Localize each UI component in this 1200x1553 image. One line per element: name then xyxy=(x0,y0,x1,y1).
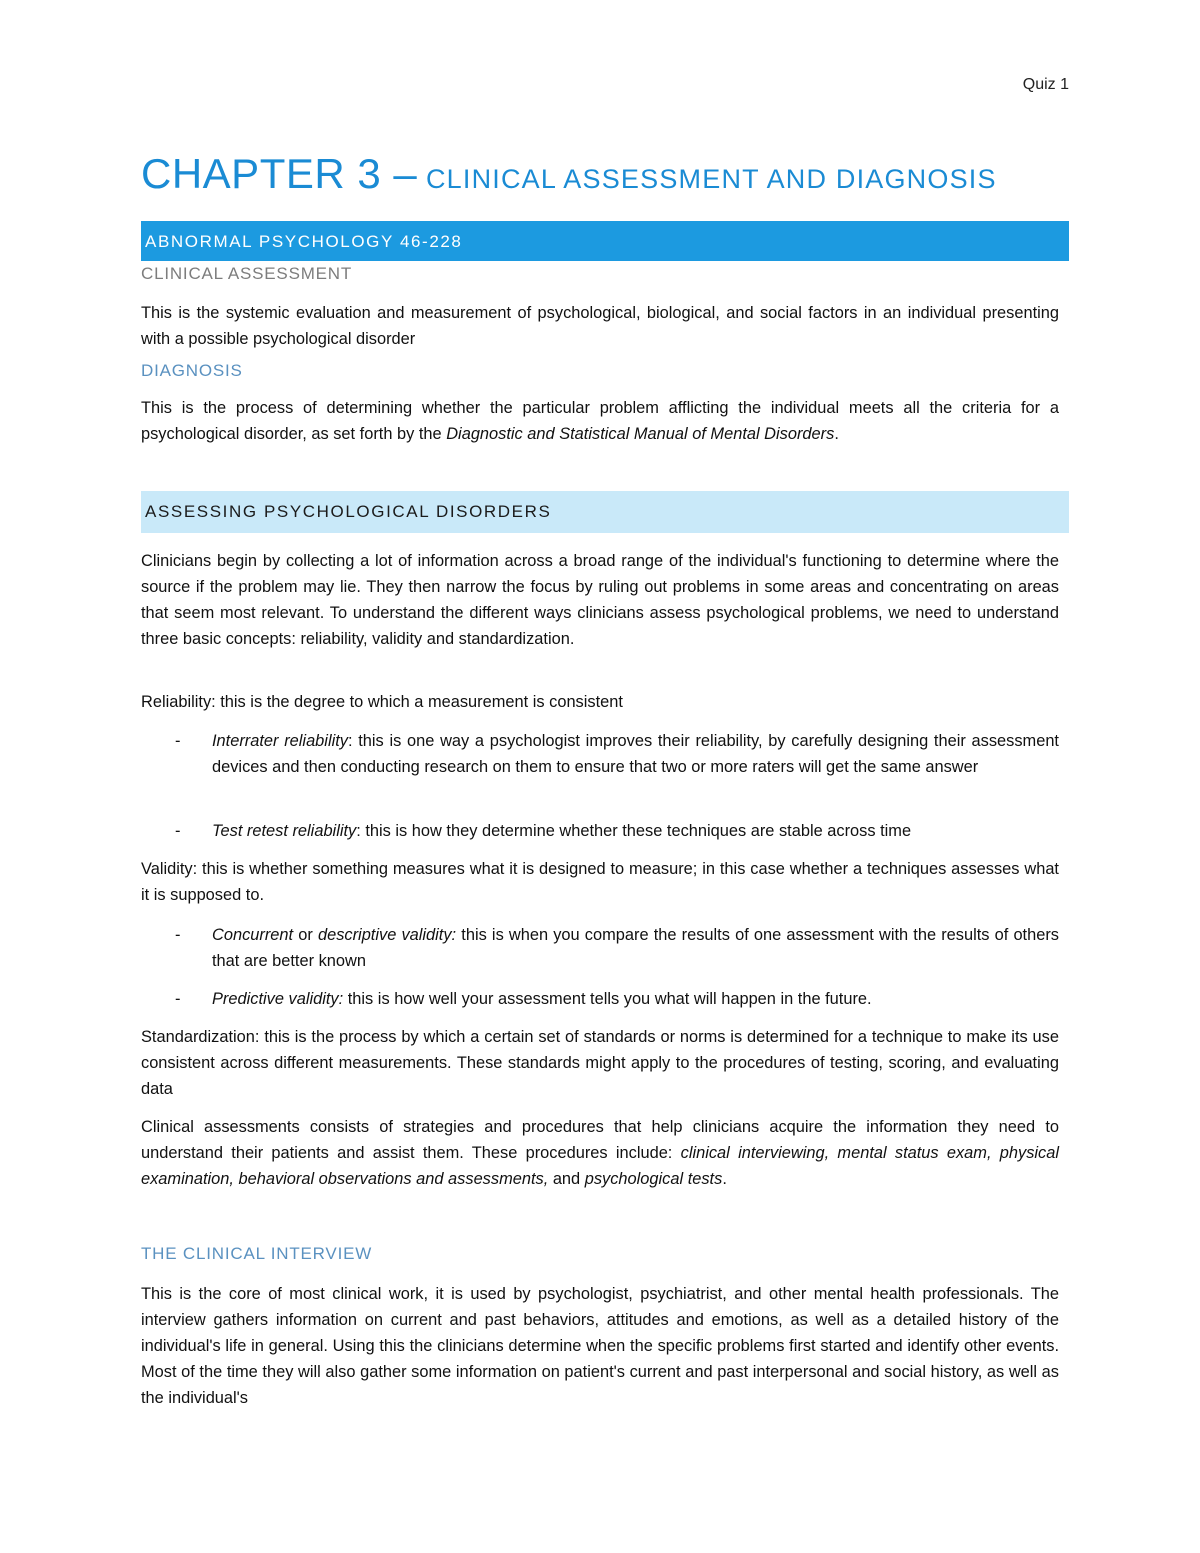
chapter-title-sub: CLINICAL ASSESSMENT AND DIAGNOSIS xyxy=(417,164,997,194)
clinical-assessment-text: This is the systemic evaluation and measurement of psychological, biological, and social factors in an individual presenting with a possible psychological disorder xyxy=(141,304,1059,348)
bullet-text: Concurrent or descriptive validity: this is when you compare the results of one assessment with the results of others that are better known xyxy=(212,926,1059,970)
bullet-dash: - xyxy=(175,926,181,944)
course-band: ABNORMAL PSYCHOLOGY 46-228 xyxy=(141,221,1069,261)
bullet-text: Predictive validity: this is how well your assessment tells you what will happen in the future. xyxy=(212,990,872,1008)
diagnosis-text: This is the process of determining whether the particular problem afflicting the individual meets all the criteria for a psychological disorder, as set forth by the Diagnostic and Statistical Manual of Mental Disorders. xyxy=(141,399,1059,443)
bullet-text: Test retest reliability: this is how they determine whether these techniques are stable across time xyxy=(212,822,912,840)
procedures-paragraph: Clinical assessments consists of strategies and procedures that help clinicians acquire the information they need to understand their patients and assist them. These procedures include: clinical interviewing, mental status exam, physical examination, behavioral observations and assessments, and psychological tests. xyxy=(141,1118,1059,1188)
standardization-definition: Standardization: this is the process by which a certain set of standards or norms is determined for a technique to make its use consistent across different measurements. These standards might apply to the procedures of testing, scoring, and evaluating data xyxy=(141,1028,1059,1098)
chapter-title-main: CHAPTER 3 – xyxy=(141,150,418,197)
chapter-title xyxy=(141,150,997,198)
heading-clinical-interview: THE CLINICAL INTERVIEW xyxy=(141,1244,373,1263)
page-header-label: Quiz 1 xyxy=(1022,76,1069,93)
validity-definition: Validity: this is whether something measures what it is designed to measure; in this case whether a techniques assesses what it is supposed to. xyxy=(141,860,1059,904)
assessing-intro: Clinicians begin by collecting a lot of information across a broad range of the individual's functioning to determine where the source if the problem may lie. They then narrow the focus by ruling out problems in some areas and concentrating on areas that seem most relevant. To understand the different ways clinicians assess psychological problems, we need to understand three basic concepts: reliability, validity and standardization. xyxy=(141,552,1059,648)
bullet-dash: - xyxy=(175,822,181,840)
clinical-interview-text: This is the core of most clinical work, it is used by psychologist, psychiatrist, and other mental health professionals. The interview gathers information on current and past behaviors, attitudes and emotions, as well as a detailed history of the individual's life in general. Using this the clinicians determine when the specific problems first started and identify other events. Most of the time they will also gather some information on patient's current and past interpersonal and social history, as well as the individual's xyxy=(141,1285,1059,1407)
assessing-band: ASSESSING PSYCHOLOGICAL DISORDERS xyxy=(141,491,1069,533)
bullet-text: Interrater reliability: this is one way a psychologist improves their reliability, by carefully designing their assessment devices and then conducting research on them to ensure that two or more raters will get the same answer xyxy=(212,732,1059,776)
heading-clinical-assessment: CLINICAL ASSESSMENT xyxy=(141,264,353,283)
heading-diagnosis: DIAGNOSIS xyxy=(141,361,243,380)
bullet-dash: - xyxy=(175,732,181,750)
reliability-definition: Reliability: this is the degree to which a measurement is consistent xyxy=(141,693,623,711)
bullet-dash: - xyxy=(175,990,181,1008)
